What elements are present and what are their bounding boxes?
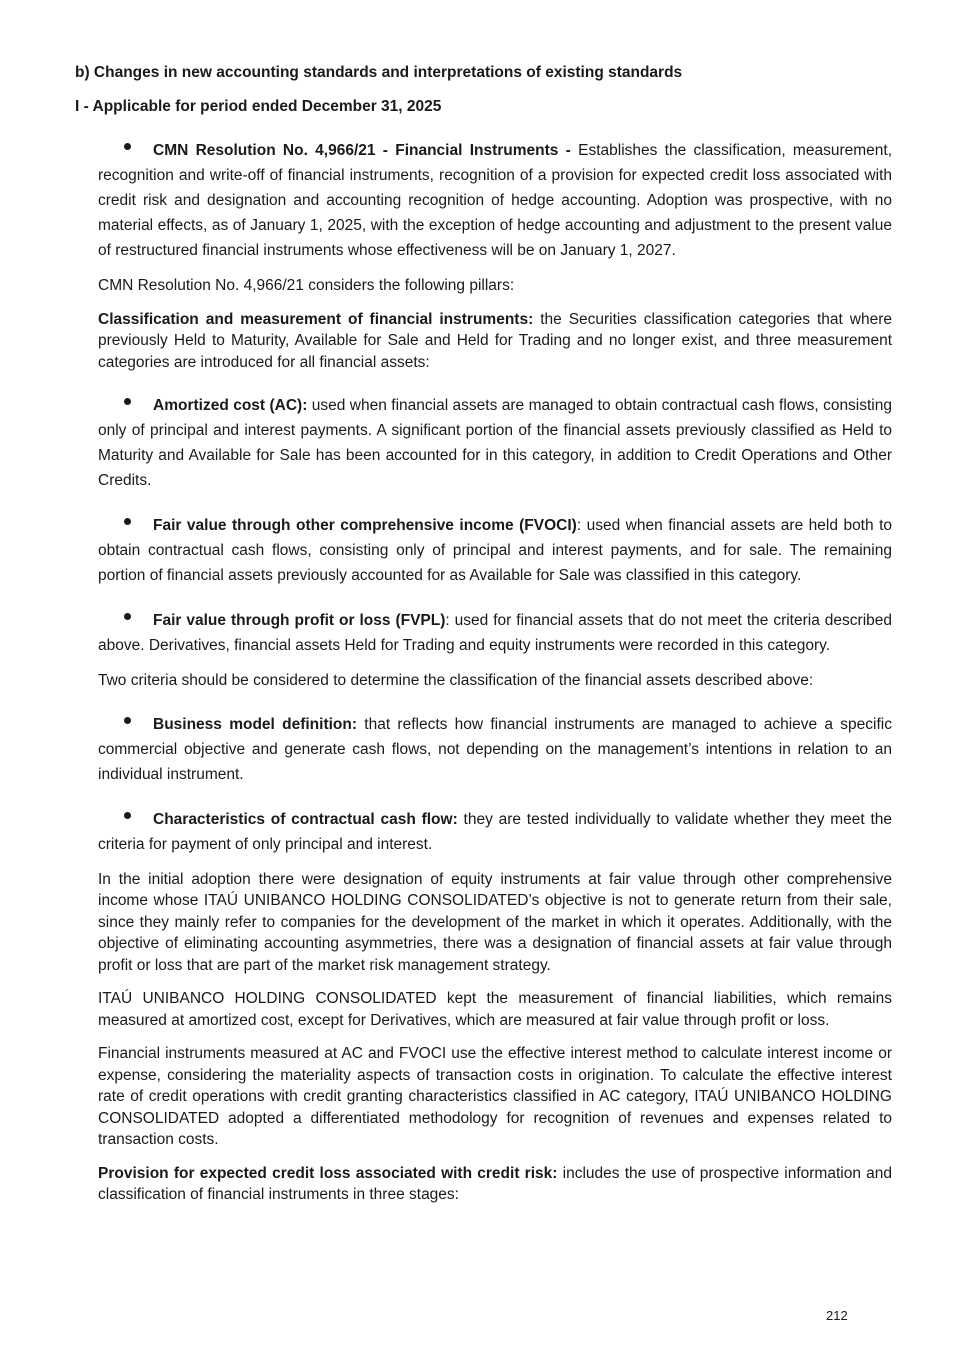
characteristics-bold: Characteristics of contractual cash flow:	[153, 810, 458, 828]
bullet-icon	[124, 812, 131, 819]
bullet-icon	[124, 717, 131, 724]
bullet-contractual-cash-flow	[98, 807, 892, 857]
bullet-icon	[124, 398, 131, 405]
initial-adoption-paragraph: In the initial adoption there were designation of equity instruments at fair value through other comprehensive income whose ITAÚ UNIBANCO HOLDING CONSOLIDATED’s objective is not to generate return from their sale, since they mainly refer to companies for the development of the market in which it operates. Additionally, with the objective of eliminating accounting asymmetries, there was a designation of financial assets at fair value through profit or loss that are part of the market risk management strategy.	[98, 870, 892, 974]
classification-paragraph	[98, 309, 892, 374]
business-text: that reflects how financial instruments are managed to achieve a specific commercial objective and generate cash flows, not depending on the management’s intentions in relation to an individual instrument.	[98, 715, 892, 783]
cmn-text: Establishes the classification, measurement, recognition and write-off of financial instruments, recognition of a provision for expected credit loss associated with credit risk and designation and accounting recognition of hedge accounting. Adoption was prospective, with no material effects, as of January 1, 2025, with the exception of hedge accounting and adjustment to the present value of restructured financial instruments whose effectiveness will be on January 1, 2027.	[98, 142, 893, 259]
page-number: 212	[826, 1308, 848, 1323]
section-heading: b) Changes in new accounting standards and interpretations of existing standards	[75, 64, 683, 81]
bullet-icon	[124, 613, 131, 620]
pillars-intro: CMN Resolution No. 4,966/21 considers the following pillars:	[98, 277, 515, 294]
business-bold: Business model definition:	[153, 715, 358, 733]
provision-text: includes the use of prospective information and classification of financial instruments in three stages:	[98, 1164, 893, 1203]
liabilities-paragraph: ITAÚ UNIBANCO HOLDING CONSOLIDATED kept the measurement of financial liabilities, which remains measured at amortized cost, except for Derivatives, which are measured at fair value through profit or loss.	[98, 990, 892, 1029]
provision-bold: Provision for expected credit loss associated with credit risk:	[98, 1164, 558, 1182]
criteria-intro: Two criteria should be considered to determine the classification of the financial assets described above:	[98, 672, 814, 689]
provision-paragraph	[98, 1163, 892, 1206]
fvpl-bold: Fair value through profit or loss (FVPL)	[153, 612, 446, 629]
ac-text: used when financial assets are managed to obtain contractual cash flows, consisting only of principal and interest payments. A significant portion of the financial assets previously classified as Held to Maturity and Available for Sale has been accounted for in this category, in addition to Credit Operations and Other Credits.	[98, 397, 892, 489]
bullet-business-model	[98, 712, 892, 787]
period-subheading: I - Applicable for period ended December 31, 2025	[75, 98, 442, 115]
fvoci-bold: Fair value through other comprehensive income (FVOCI)	[153, 517, 577, 534]
classification-bold: Classification and measurement of financial instruments:	[98, 310, 534, 328]
ac-bold: Amortized cost (AC):	[153, 397, 308, 414]
bullet-fvpl	[98, 608, 892, 658]
characteristics-text: they are tested individually to validate whether they meet the criteria for payment of only principal and interest.	[98, 810, 892, 853]
classification-text: the Securities classification categories that where previously Held to Maturity, Available for Sale and Held for Trading and no longer exist, and three measurement categories are introduced for all financial assets:	[98, 310, 892, 371]
bullet-icon	[124, 518, 131, 525]
cmn-bold: CMN Resolution No. 4,966/21 - Financial Instruments -	[153, 142, 571, 159]
fvpl-text: : used for financial assets that do not meet the criteria described above. Derivatives, financial assets Held for Trading and equity instruments were recorded in this category.	[98, 612, 892, 654]
bullet-amortized-cost	[98, 393, 892, 493]
bullet-fvoci	[98, 513, 892, 588]
fvoci-text: : used when financial assets are held both to obtain contractual cash flows, consisting only of principal and interest payments, and for sale. The remaining portion of financial assets previously accounted for as Available for Sale was classified in this category.	[98, 517, 893, 584]
effective-interest-paragraph: Financial instruments measured at AC and FVOCI use the effective interest method to calculate interest income or expense, considering the materiality aspects of transaction costs in origination. To calculate the effective interest rate of credit operations with credit granting characteristics classified in AC category, ITAÚ UNIBANCO HOLDING CONSOLIDATED adopted a differentiated methodology for recognition of revenues and expenses related to transaction costs.	[98, 1045, 892, 1148]
bullet-icon	[124, 143, 131, 150]
document-body	[98, 138, 892, 1218]
bullet-cmn-resolution	[98, 138, 892, 263]
